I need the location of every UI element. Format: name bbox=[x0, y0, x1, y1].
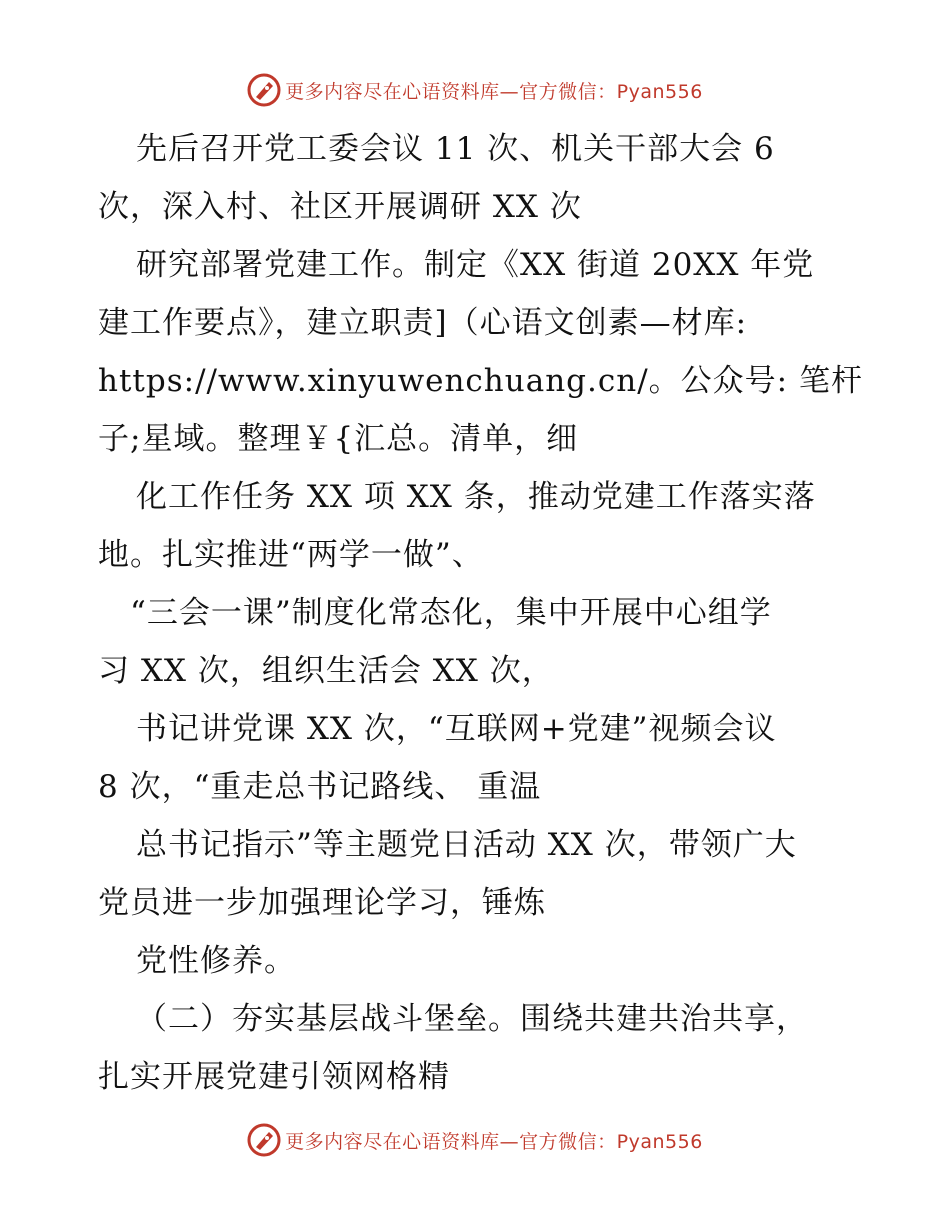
footer-banner bbox=[0, 1120, 950, 1160]
text-line: 扎实开展党建引领网格精 bbox=[98, 1059, 450, 1095]
text-line: 先后召开党工委会议 11 次、机关干部大会 6 bbox=[136, 131, 775, 167]
text-line: 总书记指示”等主题党日活动 XX 次，带领广大 bbox=[136, 827, 797, 863]
text-line: https://www.xinyuwenchuang.cn/。公众号: 笔杆 bbox=[98, 363, 863, 399]
header-banner-text: 更多内容尽在心语资料库—官方微信：Pyan556 bbox=[285, 80, 703, 103]
section-heading-line: （二）夯实基层战斗堡垒。围绕共建共治共享， bbox=[136, 1001, 808, 1037]
text-line: “三会一课”制度化常态化，集中开展中心组学 bbox=[130, 595, 772, 631]
text-line: 建工作要点》，建立职责]（心语文创素—材库: bbox=[98, 305, 748, 341]
text-line: 书记讲党课 XX 次，“互联网+党建”视频会议 bbox=[136, 711, 777, 747]
text-line: 党员进一步加强理论学习，锤炼 bbox=[98, 885, 546, 921]
text-line: 子;星域。整理￥{汇总。清单，细 bbox=[98, 421, 579, 457]
text-line: 党性修养。 bbox=[136, 943, 296, 979]
text-line: 习 XX 次，组织生活会 XX 次， bbox=[98, 653, 554, 689]
text-line: 次，深入村、社区开展调研 XX 次 bbox=[98, 189, 582, 225]
text-line: 地。扎实推进“两学一做”、 bbox=[98, 537, 484, 573]
header-banner bbox=[0, 70, 950, 110]
pen-nib-logo-icon bbox=[247, 73, 281, 107]
text-line: 8 次，“重走总书记路线、 重温 bbox=[98, 769, 542, 805]
text-line: 化工作任务 XX 项 XX 条，推动党建工作落实落 bbox=[136, 479, 816, 515]
pen-nib-logo-icon bbox=[247, 1123, 281, 1157]
footer-banner-text: 更多内容尽在心语资料库—官方微信：Pyan556 bbox=[285, 1130, 703, 1153]
text-line: 研究部署党建工作。制定《XX 街道 20XX 年党 bbox=[136, 247, 815, 283]
document-body bbox=[98, 120, 863, 1106]
